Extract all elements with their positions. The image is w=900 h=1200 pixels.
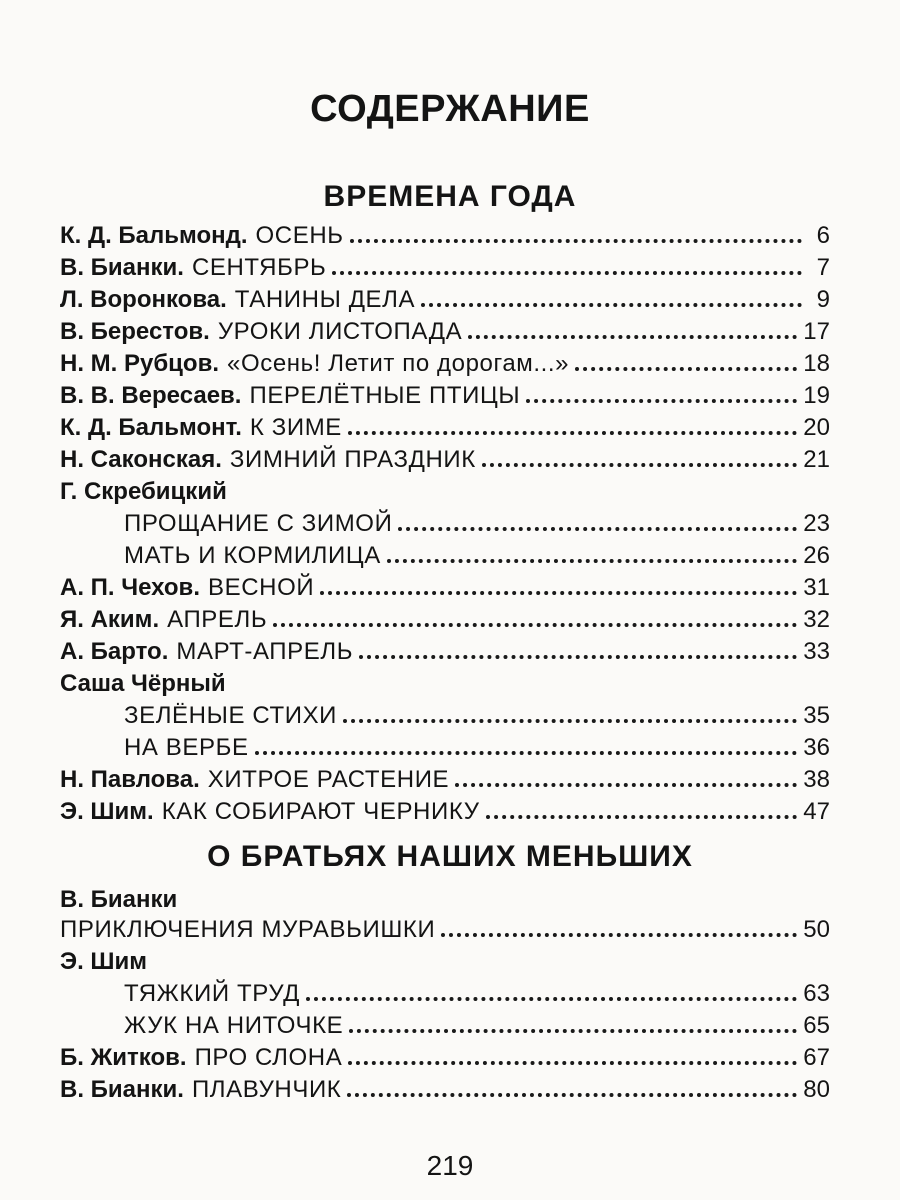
dot-leader (486, 789, 798, 819)
entry-page: 38 (803, 766, 830, 793)
entry-author: В. Бианки. (60, 254, 184, 281)
entry-title: ЗЕЛЁНЫЕ СТИХИ (124, 702, 338, 729)
entry-page: 18 (803, 350, 830, 377)
entry-title: КАК СОБИРАЮТ ЧЕРНИКУ (161, 798, 480, 825)
entry-author: В. Бианки (60, 886, 178, 913)
entry-author: К. Д. Бальмонд. (60, 222, 248, 249)
entry-page: 20 (803, 414, 830, 441)
entry-page: 33 (803, 638, 830, 665)
dot-leader (350, 213, 802, 243)
dot-leader (320, 565, 797, 595)
entry-title: ЗИМНИЙ ПРАЗДНИК (229, 446, 476, 473)
entry-author: Л. Воронкова. (60, 286, 227, 313)
dot-leader (387, 533, 797, 563)
entry-title: НА ВЕРБЕ (124, 734, 249, 761)
page-number: 219 (426, 1150, 474, 1181)
entry-title: МАТЬ И КОРМИЛИЦА (124, 542, 381, 569)
entry-title: ПРИКЛЮЧЕНИЯ МУРАВЬИШКИ (60, 916, 436, 943)
entry-author: Г. Скребицкий (60, 478, 227, 505)
dot-leader (332, 245, 802, 275)
entry-title: СЕНТЯБРЬ (191, 254, 327, 281)
entry-title: АПРЕЛЬ (167, 606, 268, 633)
dot-leader (348, 405, 797, 435)
entry-author: А. Барто. (60, 638, 169, 665)
entry-title: УРОКИ ЛИСТОПАДА (217, 318, 463, 345)
entry-page: 23 (803, 510, 830, 537)
entry-page: 7 (816, 254, 830, 281)
entry-page: 35 (803, 702, 830, 729)
entry-page: 17 (803, 318, 830, 345)
entry-page: 6 (816, 222, 830, 249)
entry-author: Э. Шим (60, 948, 148, 975)
entry-title: ПРО СЛОНА (194, 1044, 343, 1071)
dot-leader (526, 373, 797, 403)
dot-leader (348, 1035, 797, 1065)
section-heading-seasons: ВРЕМЕНА ГОДА (323, 180, 577, 213)
entry-author: В. Берестов. (60, 318, 210, 345)
entry-title: ЖУК НА НИТОЧКЕ (124, 1012, 344, 1039)
entry-title: ВЕСНОЙ (207, 574, 315, 601)
entry-author: А. П. Чехов. (60, 574, 200, 601)
entry-title: ТАНИНЫ ДЕЛА (234, 286, 416, 313)
dot-leader (441, 907, 797, 937)
entry-page: 67 (803, 1044, 830, 1071)
entry-page: 36 (803, 734, 830, 761)
entry-title: ОСЕНЬ (255, 222, 344, 249)
entry-page: 26 (803, 542, 830, 569)
entry-author: Э. Шим. (60, 798, 154, 825)
toc-entry[interactable] (60, 1074, 830, 1104)
dot-leader (575, 341, 797, 371)
entry-page: 80 (803, 1076, 830, 1103)
entry-page: 21 (803, 446, 830, 473)
dot-leader (398, 501, 797, 531)
entry-author: Н. Саконская. (60, 446, 222, 473)
entry-title: ПЕРЕЛЁТНЫЕ ПТИЦЫ (249, 382, 521, 409)
entry-title: К ЗИМЕ (249, 414, 342, 441)
entry-title: «Осень! Летит по дорогам...» (227, 350, 570, 377)
toc-entry[interactable] (60, 914, 830, 944)
entry-author: Н. Павлова. (60, 766, 200, 793)
entry-page: 47 (803, 798, 830, 825)
entry-author: В. Бианки. (60, 1076, 184, 1103)
dot-leader (255, 725, 798, 755)
dot-leader (468, 309, 797, 339)
dot-leader (359, 629, 797, 659)
toc-entry[interactable] (60, 796, 830, 826)
entry-page: 65 (803, 1012, 830, 1039)
entry-author: В. В. Вересаев. (60, 382, 242, 409)
toc-entry[interactable] (60, 636, 830, 666)
dot-leader (349, 1003, 797, 1033)
dot-leader (273, 597, 797, 627)
dot-leader (482, 437, 797, 467)
entry-page: 63 (803, 980, 830, 1007)
entry-author: Саша Чёрный (60, 670, 226, 697)
dot-leader (455, 757, 797, 787)
dot-leader (306, 971, 797, 1001)
dot-leader (421, 277, 802, 307)
entry-author: Я. Аким. (60, 606, 160, 633)
dot-leader (343, 693, 797, 723)
toc-entry[interactable] (60, 444, 830, 474)
section-heading-animals: О БРАТЬЯХ НАШИХ МЕНЬШИХ (207, 840, 693, 873)
entry-title: ПЛАВУНЧИК (191, 1076, 342, 1103)
entry-title: ТЯЖКИЙ ТРУД (124, 980, 300, 1007)
entry-author: К. Д. Бальмонт. (60, 414, 242, 441)
entry-page: 50 (803, 916, 830, 943)
entry-page: 9 (816, 286, 830, 313)
entry-title: МАРТ-АПРЕЛЬ (176, 638, 354, 665)
dot-leader (347, 1067, 797, 1097)
entry-page: 32 (803, 606, 830, 633)
entry-title: ХИТРОЕ РАСТЕНИЕ (207, 766, 450, 793)
page-title: СОДЕРЖАНИЕ (310, 88, 590, 130)
entry-author: Б. Житков. (60, 1044, 187, 1071)
entry-title: ПРОЩАНИЕ С ЗИМОЙ (124, 510, 393, 537)
entry-page: 31 (803, 574, 830, 601)
entry-page: 19 (803, 382, 830, 409)
entry-author: Н. М. Рубцов. (60, 350, 220, 377)
